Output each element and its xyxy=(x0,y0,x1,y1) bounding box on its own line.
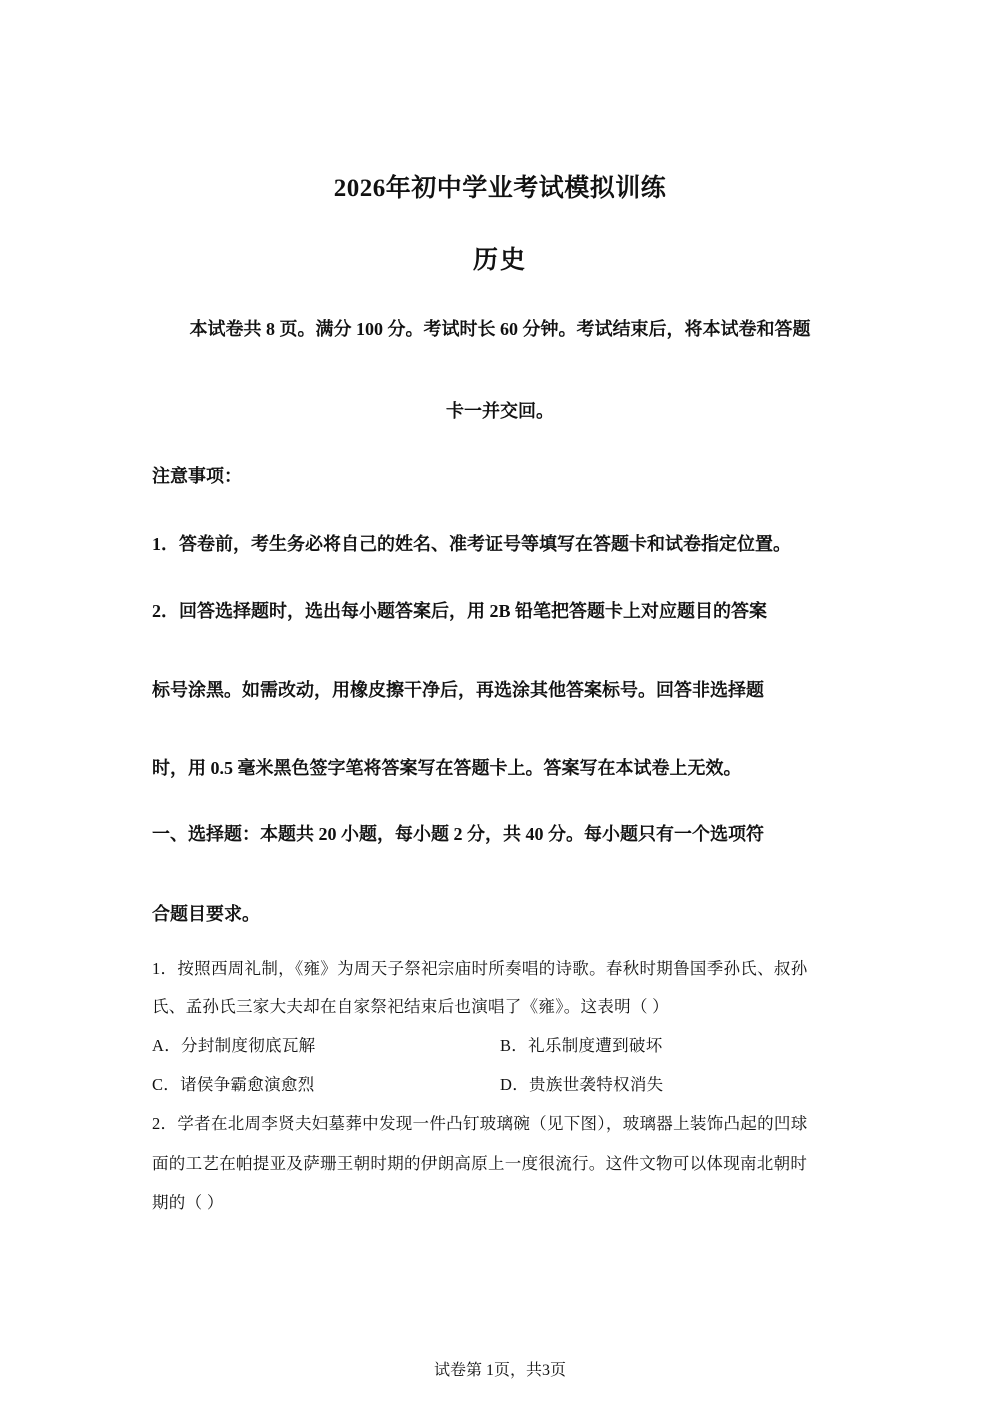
section-heading-line-1: 一、选择题：本题共 20 小题，每小题 2 分，共 40 分。每小题只有一个选项符 xyxy=(152,824,764,844)
question-1-option-b: B．礼乐制度遭到破坏 xyxy=(500,1036,663,1055)
intro-line-1: 本试卷共 8 页。满分 100 分。考试时长 60 分钟。考试结束后，将本试卷和答题 xyxy=(189,319,811,339)
question-1-line-1: 1．按照西周礼制，《雍》为周天子祭祀宗庙时所奏唱的诗歌。春秋时期鲁国季孙氏、叔孙 xyxy=(152,959,808,978)
notice-item-2-line-3: 时，用 0.5 毫米黑色签字笔将答案写在答题卡上。答案写在本试卷上无效。 xyxy=(152,758,742,778)
subject-title: 历史 xyxy=(472,247,527,274)
question-2-line-2: 面的工艺在帕提亚及萨珊王朝时期的伊朗高原上一度很流行。这件文物可以体现南北朝时 xyxy=(152,1154,808,1173)
intro-line-2: 卡一并交回。 xyxy=(446,401,554,421)
question-2-line-1: 2．学者在北周李贤夫妇墓葬中发现一件凸钉玻璃碗（见下图），玻璃器上装饰凸起的凹球 xyxy=(152,1114,808,1133)
question-1-line-2: 氏、孟孙氏三家大夫却在自家祭祀结束后也演唱了《雍》。这表明（ ） xyxy=(152,997,669,1016)
notice-heading: 注意事项： xyxy=(152,466,242,486)
notice-item-1: 1．答卷前，考生务必将自己的姓名、准考证号等填写在答题卡和试卷指定位置。 xyxy=(152,534,791,554)
page-footer: 试卷第 1页，共3页 xyxy=(433,1362,566,1379)
notice-item-2-line-2: 标号涂黑。如需改动，用橡皮擦干净后，再选涂其他答案标号。回答非选择题 xyxy=(152,680,764,700)
question-1-option-c: C．诸侯争霸愈演愈烈 xyxy=(152,1075,315,1094)
notice-item-2-line-1: 2．回答选择题时，选出每小题答案后，用 2B 铅笔把答题卡上对应题目的答案 xyxy=(152,601,768,621)
section-heading-line-2: 合题目要求。 xyxy=(152,904,260,924)
question-1-option-d: D．贵族世袭特权消失 xyxy=(500,1075,664,1094)
question-1-option-a: A．分封制度彻底瓦解 xyxy=(152,1036,316,1055)
question-2-line-3: 期的（ ） xyxy=(152,1193,224,1212)
exam-title: 2026年初中学业考试模拟训练 xyxy=(333,175,667,202)
